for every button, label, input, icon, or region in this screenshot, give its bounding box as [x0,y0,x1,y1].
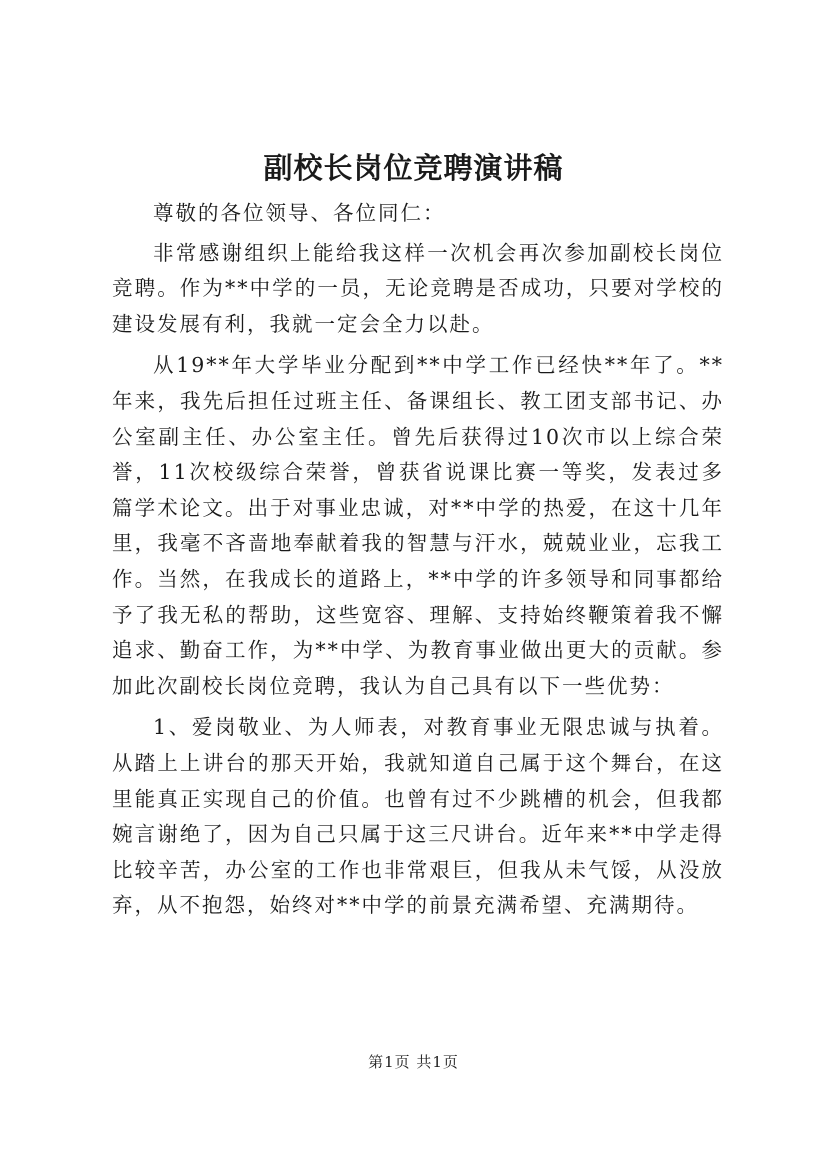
document-title: 副校长岗位竞聘演讲稿 [263,151,564,185]
paragraph-1: 非常感谢组织上能给我这样一次机会再次参加副校长岗位竞聘。作为**中学的一员，无论竞聘是否成功，只要对学校的建设发展有利，我就一定会全力以赴。 [112,240,724,336]
paragraph-3: 1、爱岗敬业、为人师表，对教育事业无限忠诚与执着。从踏上上讲台的那天开始，我就知道自己属于这个舞台，在这里能真正实现自己的价值。也曾有过不少跳槽的机会，但我都婉言谢绝了，因为自己只属于这三尺讲台。近年来**中学走得比较辛苦，办公室的工作也非常艰巨，但我从未气馁，从没放弃，从不抱怨，始终对**中学的前景充满希望、充满期待。 [112,715,724,918]
document-body [112,196,724,924]
paragraph-2: 从19**年大学毕业分配到**中学工作已经快**年了。**年来，我先后担任过班主任、备课组长、教工团支部书记、办公室副主任、办公室主任。曾先后获得过10次市以上综合荣誉，11次校级综合荣誉，曾获省说课比赛一等奖，发表过多篇学术论文。出于对事业忠诚，对**中学的热爱，在这十几年里，我毫不吝啬地奉献着我的智慧与汗水，兢兢业业，忘我工作。当然，在我成长的道路上，**中学的许多领导和同事都给予了我无私的帮助，这些宽容、理解、支持始终鞭策着我不懈追求、勤奋工作，为**中学、为教育事业做出更大的贡献。参加此次副校长岗位竞聘，我认为自己具有以下一些优势： [112,353,724,698]
salutation: 尊敬的各位领导、各位同仁： [153,201,446,225]
page-footer: 第1页 共1页 [368,1053,459,1071]
